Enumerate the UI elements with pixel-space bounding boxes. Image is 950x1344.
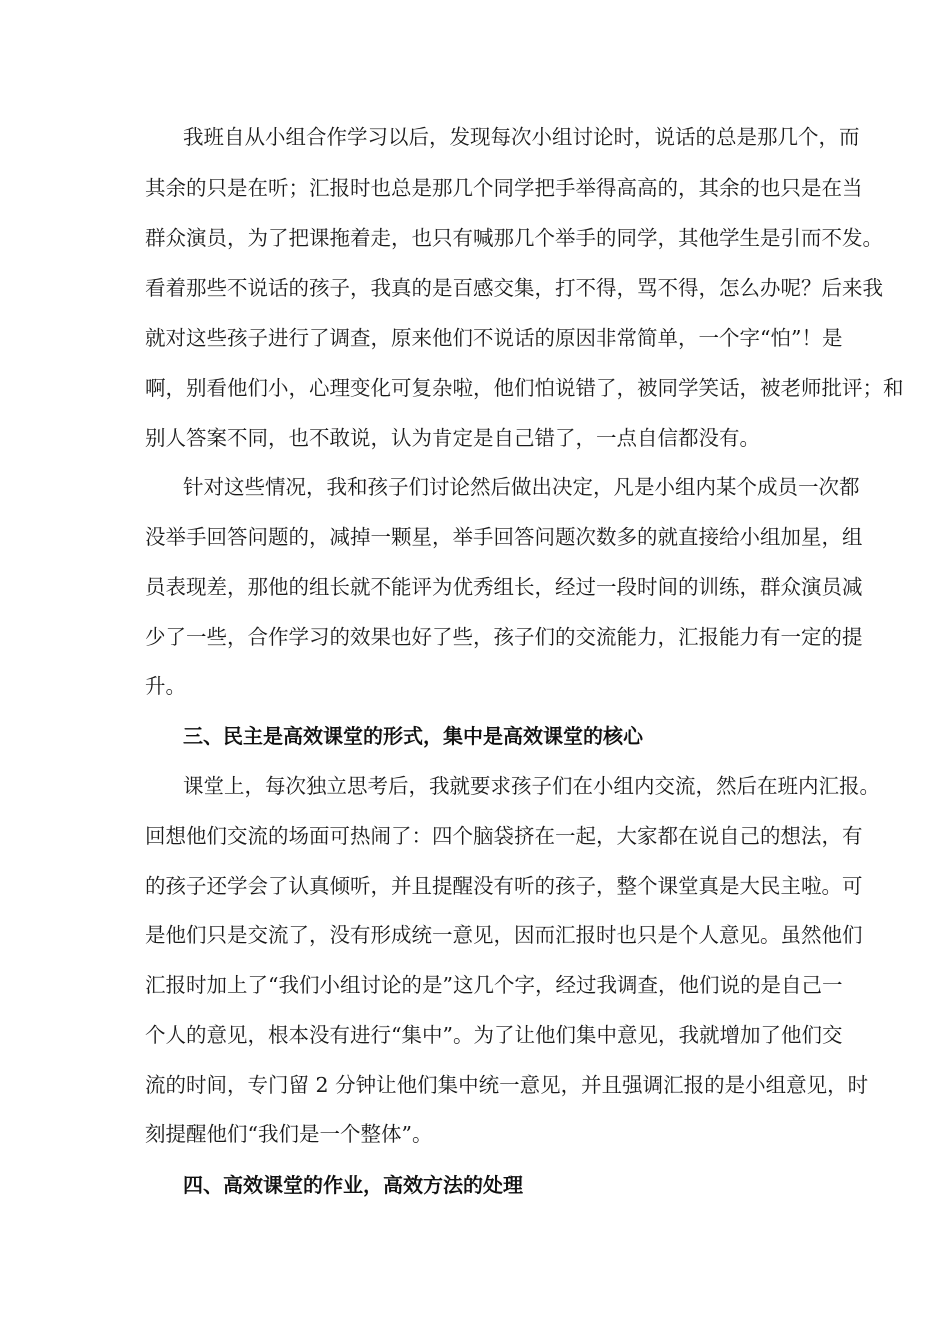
- paragraph-1-line-5: 就对这些孩子进行了调查，原来他们不说话的原因非常简单，一个字“怕”！是: [145, 326, 843, 350]
- paragraph-1-line-6: 啊，别看他们小，心理变化可复杂啦，他们怕说错了，被同学笑话，被老师批评；和: [145, 376, 904, 400]
- paragraph-1-line-4: 看着那些不说话的孩子，我真的是百感交集，打不得，骂不得，怎么办呢？后来我: [145, 276, 883, 300]
- paragraph-1-line-7: 别人答案不同，也不敢说，认为肯定是自己错了，一点自信都没有。: [145, 426, 760, 450]
- section-heading-4: 四、高效课堂的作业，高效方法的处理: [183, 1173, 523, 1197]
- paragraph-3-line-7: 流的时间，专门留 2 分钟让他们集中统一意见，并且强调汇报的是小组意见，时: [145, 1073, 869, 1097]
- paragraph-3-line-4: 是他们只是交流了，没有形成统一意见，因而汇报时也只是个人意见。虽然他们: [145, 923, 863, 947]
- section-heading-3: 三、民主是高效课堂的形式，集中是高效课堂的核心: [183, 724, 643, 748]
- paragraph-1-line-3: 群众演员，为了把课拖着走，也只有喊那几个举手的同学，其他学生是引而不发。: [145, 226, 883, 250]
- paragraph-1-line-1: 我班自从小组合作学习以后，发现每次小组讨论时，说话的总是那几个，而: [183, 125, 860, 149]
- paragraph-2-line-2: 没举手回答问题的，减掉一颗星，举手回答问题次数多的就直接给小组加星，组: [145, 525, 863, 549]
- paragraph-3-line-6: 个人的意见，根本没有进行“集中”。为了让他们集中意见，我就增加了他们交: [145, 1023, 843, 1047]
- paragraph-3-line-3: 的孩子还学会了认真倾听，并且提醒没有听的孩子，整个课堂真是大民主啦。可: [145, 874, 863, 898]
- paragraph-3-line-5: 汇报时加上了“我们小组讨论的是”这几个字，经过我调查，他们说的是自己一: [145, 973, 843, 997]
- paragraph-2-line-5: 升。: [145, 674, 186, 698]
- paragraph-2-line-4: 少了一些，合作学习的效果也好了些，孩子们的交流能力，汇报能力有一定的提: [145, 625, 863, 649]
- paragraph-1-line-2: 其余的只是在听；汇报时也总是那几个同学把手举得高高的，其余的也只是在当: [145, 176, 863, 200]
- paragraph-2-line-3: 员表现差，那他的组长就不能评为优秀组长，经过一段时间的训练，群众演员减: [145, 575, 863, 599]
- paragraph-3-line-8: 刻提醒他们“我们是一个整体”。: [145, 1122, 433, 1146]
- paragraph-3-line-1: 课堂上，每次独立思考后，我就要求孩子们在小组内交流，然后在班内汇报。: [183, 774, 880, 798]
- paragraph-3-line-2: 回想他们交流的场面可热闹了：四个脑袋挤在一起，大家都在说自己的想法，有: [145, 824, 863, 848]
- paragraph-2-line-1: 针对这些情况，我和孩子们讨论然后做出决定，凡是小组内某个成员一次都: [183, 475, 860, 499]
